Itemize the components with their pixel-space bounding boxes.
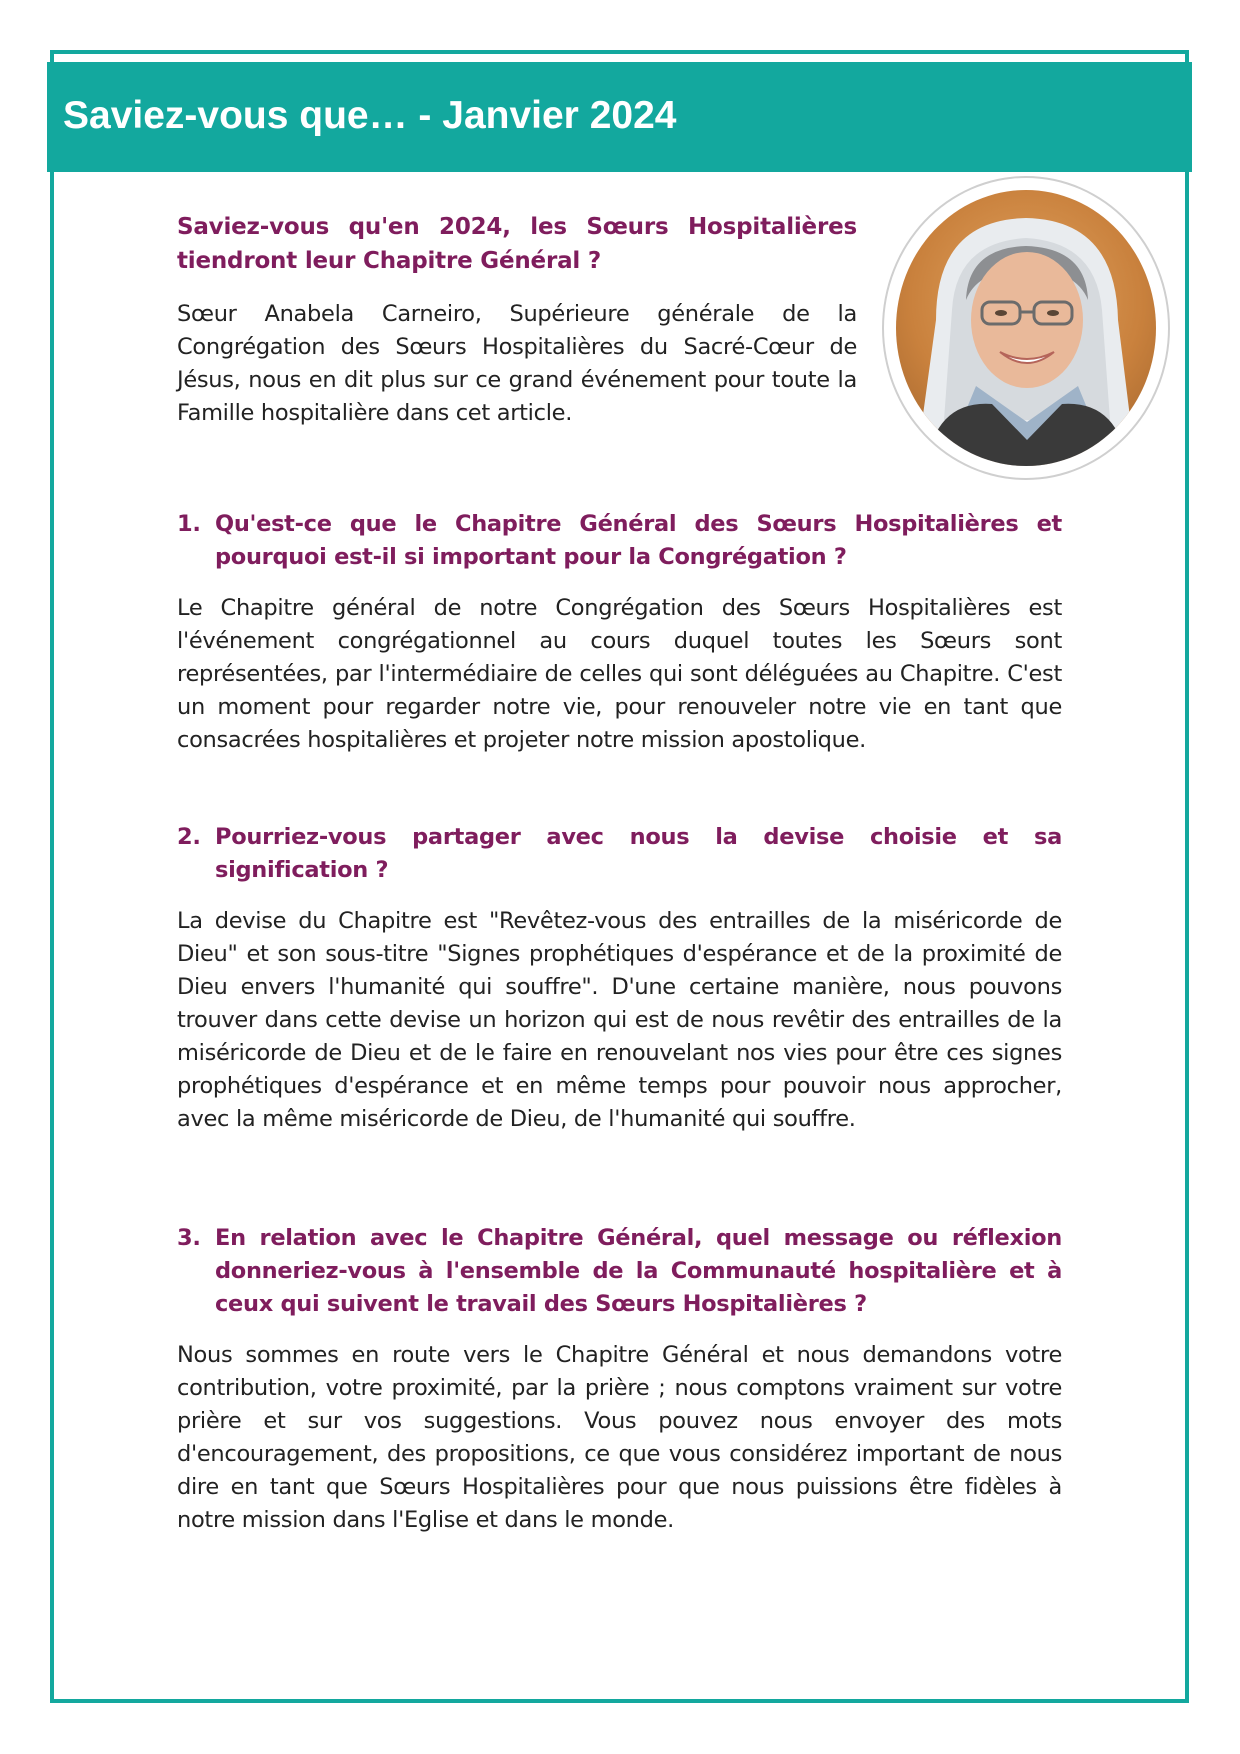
intro-paragraph: Sœur Anabela Carneiro, Supérieure générale de la Congrégation des Sœurs Hospitalières du Sacré-Cœur de Jésus, nous en dit plus sur ce grand événement pour toute la Famille hospitalière dans cet article. [177,301,857,426]
section-answer: Nous sommes en route vers le Chapitre Général et nous demandons votre contribution, votre proximité, par la prière ; nous comptons vraiment sur votre prière et sur vos suggestions. Vous pouvez nous envoyer des mots d'encouragement, des propositions, ce que vous considérez important de nous dire en tant que Sœurs Hospitalières pour que nous puissions être fidèles à notre mission dans l'Eglise et dans le monde. [177,1342,1062,1533]
section-3 [177,1222,1062,1537]
section-question-text: En relation avec le Chapitre Général, quel message ou réflexion donneriez-vous à l'ensemble de la Communauté hospitalière et à ceux qui suivent le travail des Sœurs Hospitalières ? [215,1225,1062,1317]
section-question-text: Qu'est-ce que le Chapitre Général des Sœurs Hospitalières et pourquoi est-il si important pour la Congrégation ? [215,511,1062,570]
section-number: 3. [177,1225,201,1251]
section-question [177,1222,1062,1321]
section-answer: Le Chapitre général de notre Congrégation des Sœurs Hospitalières est l'événement congrégationnel au cours duquel toutes les Sœurs sont représentées, par l'intermédiaire de celles qui sont déléguées au Chapitre. C'est un moment pour regarder notre vie, pour renouveler notre vie en tant que consacrées hospitalières et projeter notre mission apostolique. [177,595,1062,753]
section-answer: La devise du Chapitre est "Revêtez-vous des entrailles de la miséricorde de Dieu" et son sous-titre "Signes prophétiques d'espérance et de la proximité de Dieu envers l'humanité qui souffre". D'une certaine manière, nous pouvons trouver dans cette devise un horizon qui est de nous revêtir des entrailles de la miséricorde de Dieu et de le faire en renouvelant nos vies pour être ces signes prophétiques d'espérance et en même temps pour pouvoir nous approcher, avec la même miséricorde de Dieu, de l'humanité qui souffre. [177,908,1062,1132]
page-title: Saviez-vous que… - Janvier 2024 [63,94,677,137]
section-question [177,821,1062,887]
intro-section [177,210,857,430]
section-1 [177,508,1062,757]
header-banner [47,62,1192,172]
section-number: 1. [177,511,201,537]
section-2 [177,821,1062,1136]
section-number: 2. [177,824,201,850]
intro-question: Saviez-vous qu'en 2024, les Sœurs Hospitalières tiendront leur Chapitre Général ? [177,214,857,274]
section-question [177,508,1062,574]
article-body [177,210,1062,1537]
section-question-text: Pourriez-vous partager avec nous la devise choisie et sa signification ? [215,824,1062,883]
